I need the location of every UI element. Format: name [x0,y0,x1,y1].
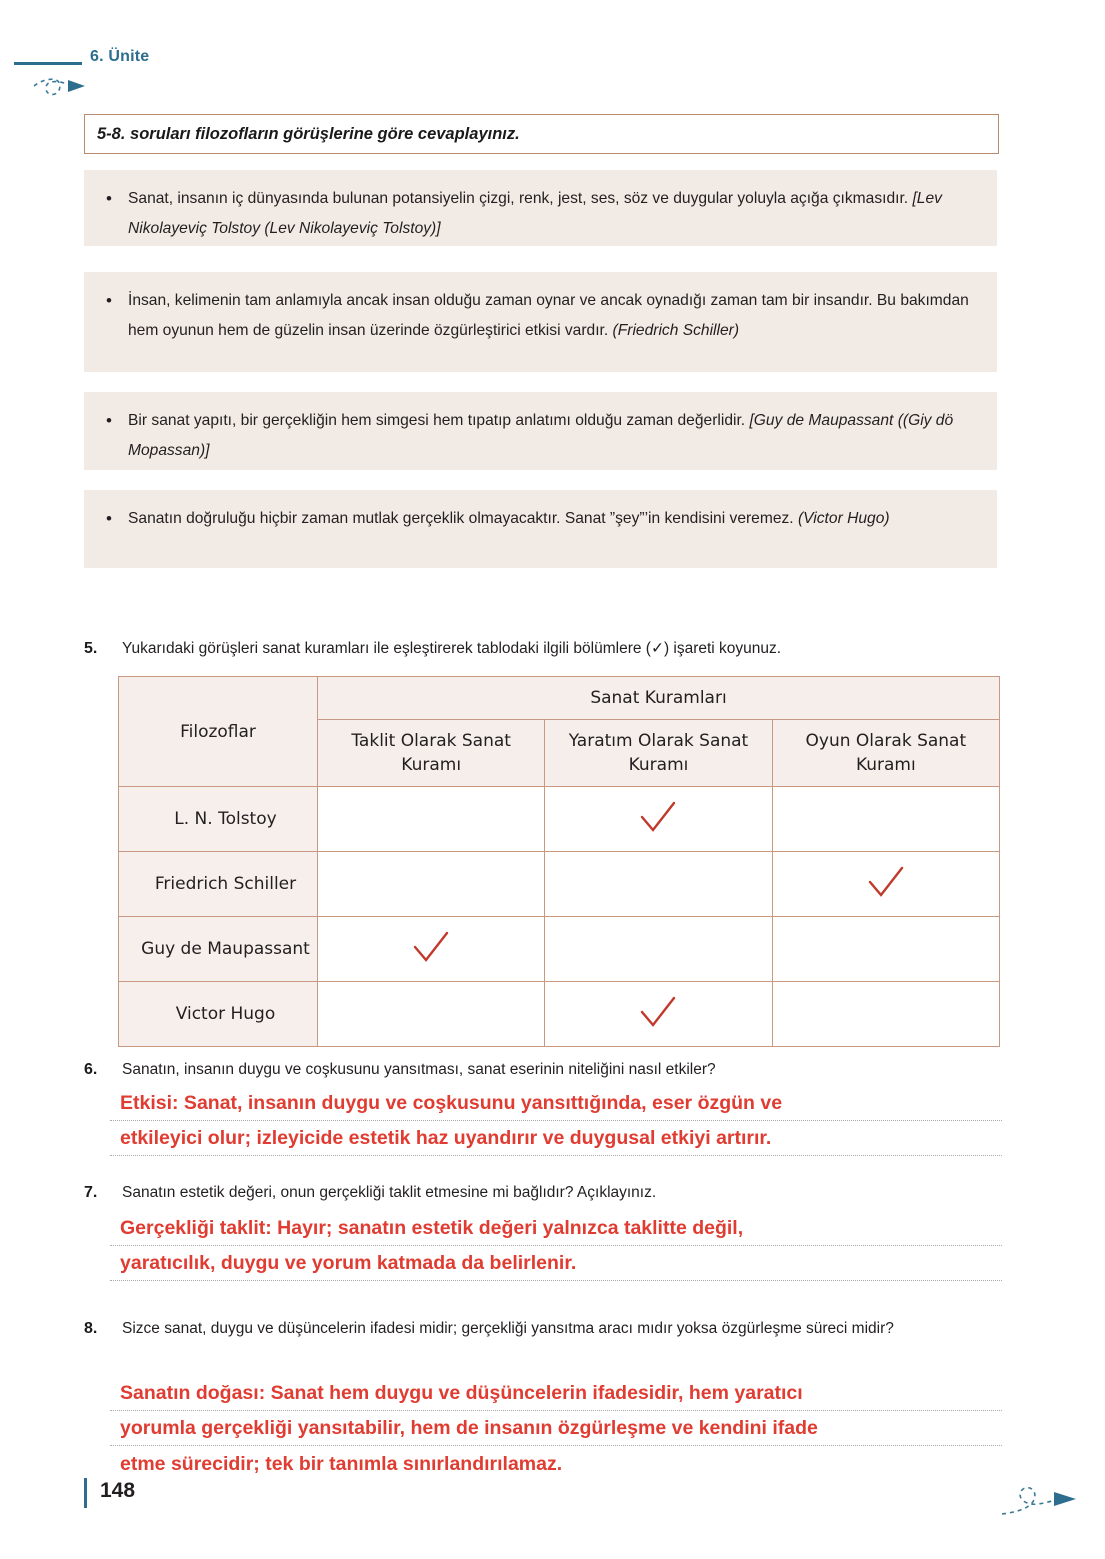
quote-body: Sanatın doğruluğu hiçbir zaman mutlak gerçeklik olmayacaktır. Sanat ”şey”’in kendisini veremez. [128,510,798,527]
answer-area-6[interactable] [110,1086,1002,1156]
philosopher-name: Guy de Maupassant [119,917,318,982]
table-column-header-2: Oyun Olarak Sanat Kuramı [772,720,999,787]
checkbox-cell[interactable] [318,917,545,982]
art-theory-table [118,676,1000,1047]
quote-attribution: (Friedrich Schiller) [612,322,740,339]
instruction-box [84,114,999,154]
quote-text [128,406,971,466]
quote-box-maupassant [84,392,997,470]
quote-body: İnsan, kelimenin tam anlamıyla ancak insan olduğu zaman oynar ve ancak oynadığı zaman tam bir insandır. Bu bakımdan hem oyunun hem de güzelin insan üzerinde özgürleştirici etkisi vardır. [128,292,969,339]
answer-line[interactable] [110,1246,1002,1281]
table-row-header-label: Filozoflar [119,677,318,787]
unit-label: 6. Ünite [90,48,150,65]
checkbox-cell[interactable] [772,982,999,1047]
checkbox-cell[interactable] [772,917,999,982]
answer-text: yaratıcılık, duygu ve yorum katmada da belirlenir. [120,1252,577,1274]
answer-text: yorumla gerçekliği yansıtabilir, hem de insanın özgürleşme ve kendini ifade [120,1417,818,1439]
answer-line[interactable] [110,1121,1002,1156]
answer-text: Sanatın doğası: Sanat hem duygu ve düşüncelerin ifadesidir, hem yaratıcı [120,1382,803,1404]
answer-line[interactable] [110,1411,1002,1446]
question-5 [84,636,997,662]
table-row [119,917,1000,982]
answer-area-7[interactable] [110,1211,1002,1281]
table-column-header-0: Taklit Olarak Sanat Kuramı [318,720,545,787]
answer-line[interactable] [110,1211,1002,1246]
question-text: Sizce sanat, duygu ve düşüncelerin ifadesi midir; gerçekliği yansıtma aracı mıdır yoksa özgürleşme süreci midir? [122,1320,894,1337]
philosopher-name: Victor Hugo [119,982,318,1047]
philosopher-name: Friedrich Schiller [119,852,318,917]
instruction-text: 5-8. soruları filozofların görüşlerine göre cevaplayınız. [97,124,520,143]
checkbox-cell[interactable] [772,852,999,917]
bullet-icon: • [106,411,112,430]
bullet-icon: • [106,291,112,310]
question-text: Yukarıdaki görüşleri sanat kuramları ile eşleştirerek tablodaki ilgili bölümlere (✓) işareti koyunuz. [122,640,782,657]
table-row [119,787,1000,852]
question-8 [84,1316,997,1342]
question-6 [84,1057,997,1083]
quote-body: Sanat, insanın iç dünyasında bulunan potansiyelin çizgi, renk, jest, ses, söz ve duygular yoluyla açığa çıkmasıdır. [128,190,913,207]
table-group-header: Sanat Kuramları [318,677,1000,720]
question-number: 5. [84,640,98,657]
answer-text: Gerçekliği taklit: Hayır; sanatın estetik değeri yalnızca taklitte değil, [120,1217,744,1239]
quote-attribution: [Guy de Maupassant ((Giy dö Mopassan)] [128,412,954,459]
question-text: Sanatın estetik değeri, onun gerçekliği taklit etmesine mi bağlıdır? Açıklayınız. [122,1184,657,1201]
header-rule [14,62,82,65]
checkbox-cell[interactable] [318,982,545,1047]
table-column-header-1: Yaratım Olarak Sanat Kuramı [545,720,772,787]
philosopher-name: L. N. Tolstoy [119,787,318,852]
check-mark-icon [409,930,453,964]
page-number: 148 [100,1479,136,1502]
quote-text [128,184,971,244]
answer-area-8[interactable] [110,1376,1002,1481]
question-number: 7. [84,1184,98,1201]
checkbox-cell[interactable] [545,917,772,982]
checkbox-cell[interactable] [545,852,772,917]
bullet-icon: • [106,509,112,528]
bullet-icon: • [106,189,112,208]
quote-text [128,286,971,346]
table-row [119,982,1000,1047]
question-number: 6. [84,1061,98,1078]
answer-line[interactable] [110,1086,1002,1121]
answer-line[interactable] [110,1446,1002,1481]
answer-text: etkileyici olur; izleyicide estetik haz uyandırır ve duygusal etkiyi artırır. [120,1127,772,1149]
answer-text: Etkisi: Sanat, insanın duygu ve coşkusunu yansıttığında, eser özgün ve [120,1092,783,1114]
quote-box-schiller [84,272,997,372]
table-header-row-1 [119,677,1000,720]
quote-attribution: (Victor Hugo) [797,510,890,527]
page-number-bar [84,1478,87,1508]
check-mark-icon [864,865,908,899]
check-mark-icon [636,995,680,1029]
checkbox-cell[interactable] [545,787,772,852]
quote-attribution: [Lev Nikolayeviç Tolstoy (Lev Nikolayeviç Tolstoy)] [128,190,942,237]
checkbox-cell[interactable] [545,982,772,1047]
answer-text: etme sürecidir; tek bir tanımla sınırlandırılamaz. [120,1452,563,1475]
checkbox-cell[interactable] [772,787,999,852]
page-header [0,48,1105,98]
dashed-loop-arrow-icon [1000,1478,1090,1524]
answer-line[interactable] [110,1376,1002,1411]
question-7 [84,1180,997,1206]
checkbox-cell[interactable] [318,852,545,917]
quote-box-hugo [84,490,997,568]
check-mark-icon [636,800,680,834]
checkbox-cell[interactable] [318,787,545,852]
quote-body: Bir sanat yapıtı, bir gerçekliğin hem simgesi hem tıpatıp anlatımı olduğu zaman değerlidir. [128,412,750,429]
question-number: 8. [84,1320,98,1337]
dashed-loop-arrow-icon [30,72,100,110]
table-row [119,852,1000,917]
quote-text [128,504,971,534]
quote-box-tolstoy [84,170,997,246]
question-text: Sanatın, insanın duygu ve coşkusunu yansıtması, sanat eserinin niteliğini nasıl etkiler? [122,1061,716,1078]
